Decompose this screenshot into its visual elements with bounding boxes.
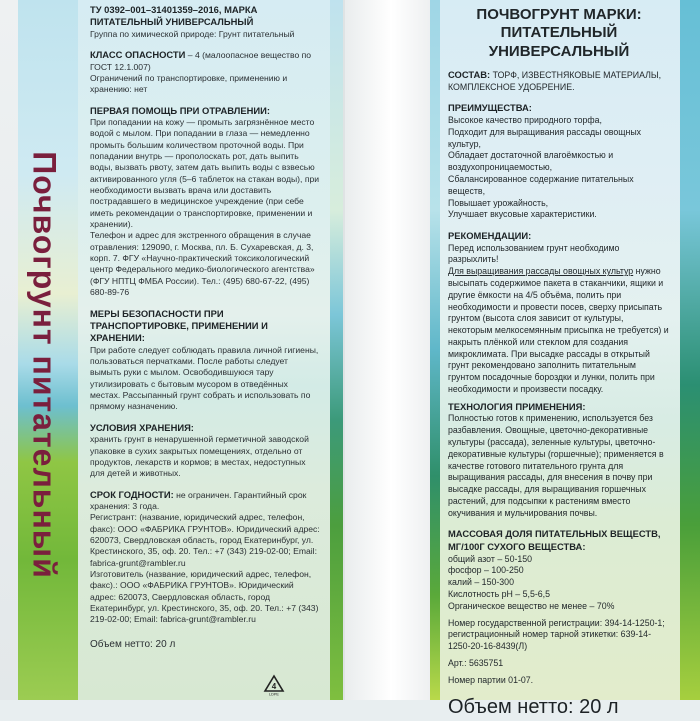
seam-white-fold: [344, 0, 430, 700]
storage-heading: УСЛОВИЯ ХРАНЕНИЯ:: [90, 421, 194, 433]
safety-text: При работе следует соблюдать правила личной гигиены, пользоваться перчатками. После работы следует вымыть руки с мылом. Освободившуюся тару утилизировать с бытовым мусором в отведённых местах. Рассыпанный грунт собрать и использовать по прямому назначению.: [90, 344, 319, 412]
nutrients-list: [448, 554, 670, 613]
emergency-contact: Телефон и адрес для экстренного обращения в случае отравления: 129090, г. Москва, пл. Б. Сухаревская, д. 3, корп. 7. ФГУ «Научно-практический токсикологический центр Федерального медико-биологического агентства» (ФГУ НПТЦ ФМБА России). Тел.: (495) 680-67-22, (495) 680-89-76: [90, 230, 315, 298]
right-label-panel: [440, 0, 680, 719]
shelf-text: не ограничен. Гарантийный срок хранения: 3 года.: [90, 489, 307, 511]
nutrient-item: Кислотность pH – 5,5-6,5: [448, 588, 551, 599]
nutrients-heading: МАССОВАЯ ДОЛЯ ПИТАТЕЛЬНЫХ ВЕЩЕСТВ, МГ/100Г СУХОГО ВЕЩЕСТВА:: [448, 528, 661, 553]
recommendations-heading: РЕКОМЕНДАЦИИ:: [448, 230, 532, 242]
batch-number: Номер партии 01-07.: [448, 674, 534, 685]
technology-text: Полностью готов к применению, используется без разбавления. Овощные, цветочно-декоративные культуры (рассада), зеленные культуры, цветочно-декоративные культуры (горшечные); применяется в качестве готового питательного грунта для выращивания рассады, для внесения в почву при высадке рассады, для выращивания горшечных растений, для подсыпки к растениям вместо окучивания и мульчирования почвы.: [448, 413, 664, 518]
nutrient-item: общий азот – 50-150: [448, 553, 533, 564]
svg-text:LDPE: LDPE: [269, 692, 279, 697]
vertical-brand-text: Почвогрунт питательный: [26, 151, 63, 579]
net-volume-large: Объем нетто: 20 л: [448, 696, 619, 719]
advantage-item: Подходит для выращивания рассады овощных культур,: [448, 126, 642, 149]
recommendations-intro: Перед использованием грунт необходимо разрыхлить!: [448, 242, 620, 265]
product-title: ПОЧВОГРУНТ МАРКИ: ПИТАТЕЛЬНЫЙ УНИВЕРСАЛЬНЫЙ: [476, 6, 642, 60]
recycle-ldpe-icon: [263, 674, 285, 696]
recommendations-underlined: Для выращивания рассады овощных культур: [448, 266, 634, 277]
advantage-item: Обладает достаточной влагоёмкостью и воздухопроницаемостью,: [448, 150, 614, 173]
seam-art-right: [430, 0, 440, 700]
seam-line: [343, 0, 345, 700]
bag-seam: [330, 0, 438, 700]
first-aid-heading: ПЕРВАЯ ПОМОЩЬ ПРИ ОТРАВЛЕНИИ:: [90, 104, 270, 116]
restrictions: Ограничений по транспортировке, применению и хранению: нет: [90, 72, 288, 95]
seam-art-left: [330, 0, 344, 700]
advantages-heading: ПРЕИМУЩЕСТВА:: [448, 102, 532, 114]
article-number: Арт.: 5635751: [448, 657, 504, 668]
hazard-class: [90, 49, 320, 73]
left-label-panel: [78, 0, 330, 700]
advantage-item: Улучшает вкусовые характеристики.: [448, 209, 597, 220]
manufacturer-info: Изготовитель (название, юридический адрес, телефон, факс).: ООО «ФАБРИКА ГРУНТОВ». Юридический адрес: 620073, Свердловская область, город Екатеринбург, ул. Крестинского, 35, оф. 20. Тел.: +7 (343) 219-02-00; Email: fabrica-grunt@rambler.ru: [90, 569, 319, 625]
nutrient-item: Органическое вещество не менее – 70%: [448, 600, 615, 611]
hazard-text: – 4 (малоопасное вещество по ГОСТ 12.1.007): [90, 50, 312, 72]
net-volume-small: Объем нетто: 20 л: [90, 638, 176, 650]
chem-group: Группа по химической природе: Грунт питательный: [90, 28, 295, 39]
hazard-heading: КЛАСС ОПАСНОСТИ: [90, 49, 186, 61]
technology-heading: ТЕХНОЛОГИЯ ПРИМЕНЕНИЯ:: [448, 400, 586, 412]
svg-text:4: 4: [271, 682, 277, 691]
composition-heading: СОСТАВ:: [448, 68, 491, 80]
right-edge-art: [680, 0, 700, 700]
storage-text: хранить грунт в ненарушенной герметичной заводской упаковке в сухих закрытых помещениях, отдельно от продуктов, лекарств и кормов; в местах, недоступных для детей и животных.: [90, 434, 309, 479]
advantage-item: Повышает урожайность,: [448, 197, 549, 208]
registration-number: Номер государственной регистрации: 394-14-1250-1;: [448, 617, 665, 628]
nutrient-item: фосфор – 100-250: [448, 565, 524, 576]
shelf-heading: СРОК ГОДНОСТИ:: [90, 488, 174, 500]
advantage-item: Сбалансированное содержание питательных веществ,: [448, 173, 634, 196]
advantage-item: Высокое качество природного торфа,: [448, 115, 602, 126]
nutrient-item: калий – 150-300: [448, 577, 514, 588]
recommendations-body: нужно высыпать содержимое пакета в стаканчики, ящики и другие ёмкости на 4/5 объёма, полить при необходимости и провести посев, сверху присыпать грунтом (высота слоя зависит от культуры, некоторым мелкосемянным присыпка не требуется) и накрыть плёнкой или стеклом для создания микроклимата. При высадке рассады в открытый грунт рекомендовано заполнить питательным грунтом посадочные бороздки и лунки, полить при необходимости и произвести посадку.: [448, 266, 669, 395]
spec-title: ТУ 0392–001–31401359–2016, МАРКА ПИТАТЕЛЬНЫЙ УНИВЕРСАЛЬНЫЙ: [90, 4, 258, 28]
side-vertical-brand: [24, 60, 64, 670]
safety-heading: МЕРЫ БЕЗОПАСНОСТИ ПРИ ТРАНСПОРТИРОВКЕ, ПРИМЕНЕНИИ И ХРАНЕНИИ:: [90, 307, 268, 344]
composition: [448, 69, 670, 94]
label-registration: регистрационный номер тарной этикетки: 639-14-1250-20-16-8439(Л): [448, 629, 651, 652]
registrant-info: Регистрант: (название, юридический адрес, телефон, факс): ООО «ФАБРИКА ГРУНТОВ». Юридический адрес: 620073, Свердловская область, город Екатеринбург, ул. Крестинского, 35, оф. 20. Тел.: +7 (343) 219-02-00; Email: fabrica-grunt@rambler.ru: [90, 512, 320, 568]
recommendations-text: [448, 266, 670, 396]
first-aid-text: При попадании на кожу — промыть загрязнённое место водой с мылом. При попадании в глаза — немедленно промыть большим количеством проточной воды. При попадании внутрь — прополоскать рот, дать выпить воды, вызвать рвоту, затем дать выпить воды с взвесью активированного угля (5–6 таблеток на стакан воды), при необходимости вызвать врача или доставить пострадавшего в медицинское учреждение (при себе иметь рекомендации о транспортировке, применении и хранении).: [90, 117, 320, 230]
composition-text: ТОРФ, ИЗВЕСТНЯКОВЫЕ МАТЕРИАЛЫ, КОМПЛЕКСНОЕ УДОБРЕНИЕ.: [448, 69, 662, 92]
shelf-life: [90, 489, 320, 513]
advantages-list: [448, 115, 670, 221]
